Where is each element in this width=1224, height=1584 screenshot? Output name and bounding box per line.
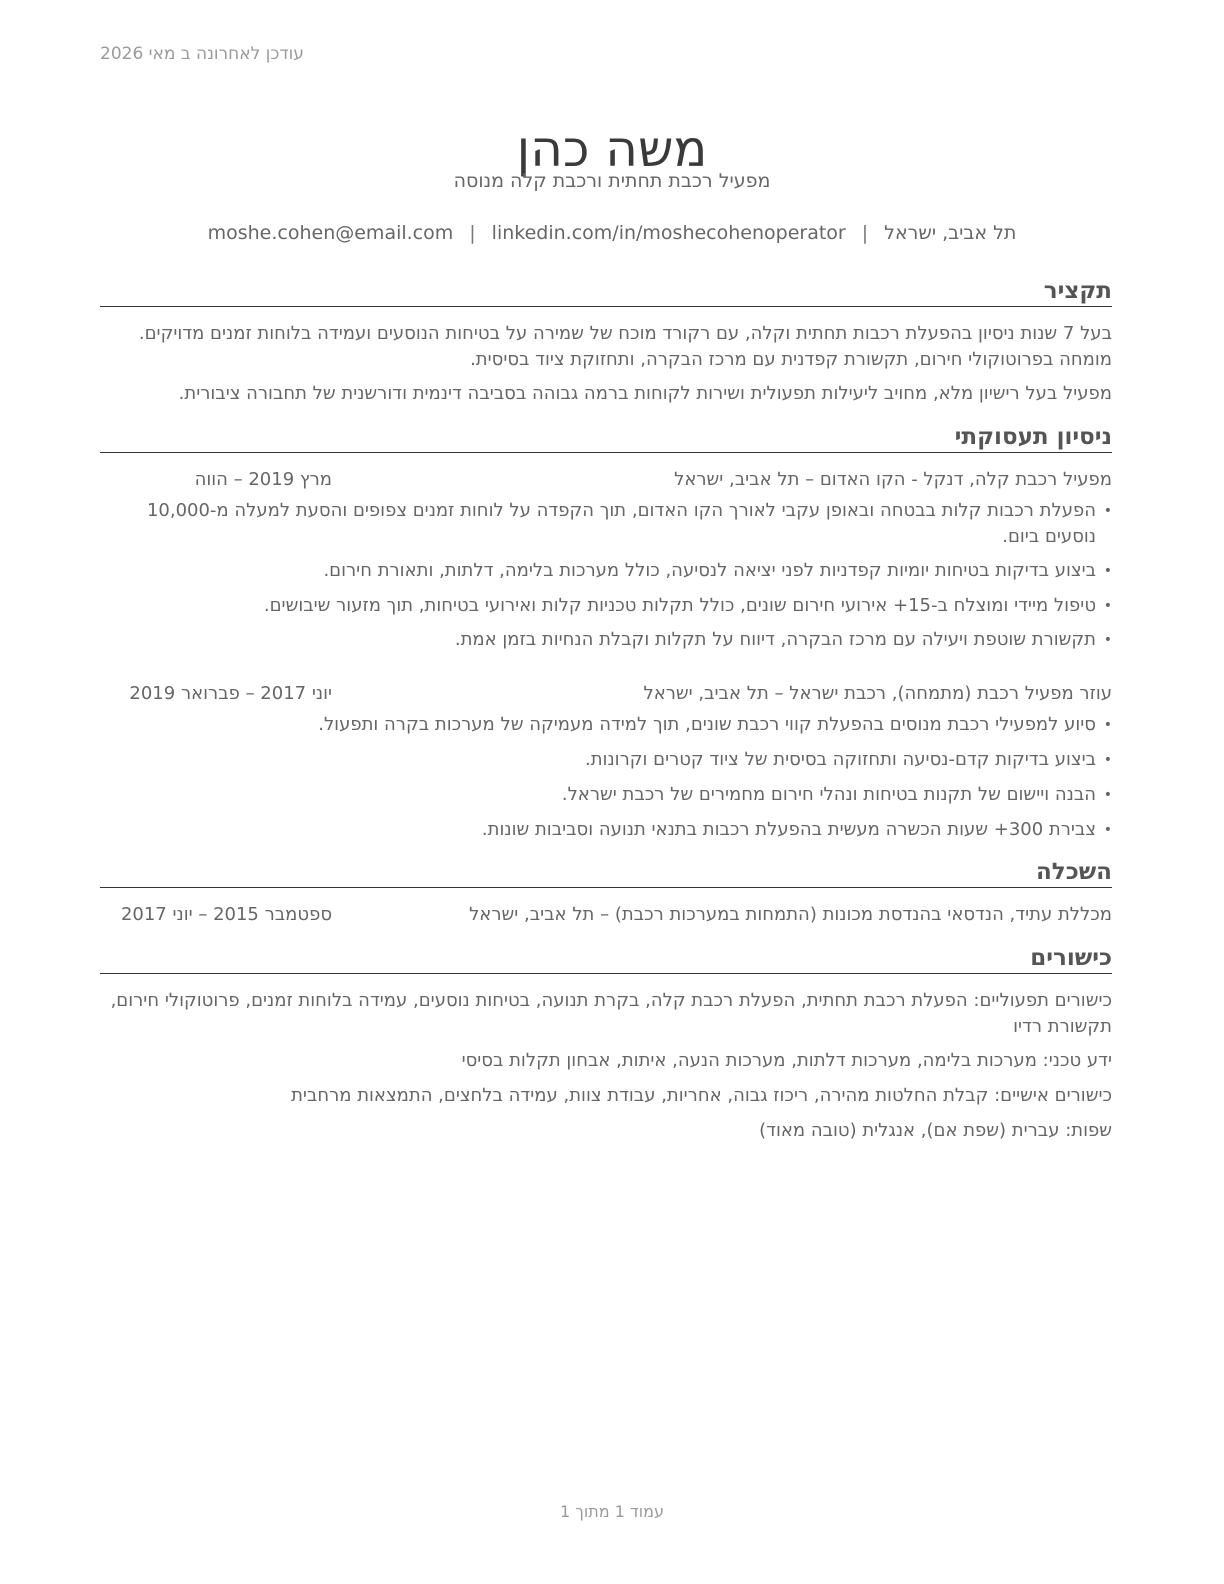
job-header [100,681,1112,707]
job-role: מפעיל רכבת קלה, דנקל - הקו האדום – תל אביב, ישראל [674,469,1112,490]
last-updated-note: עודכן לאחרונה ב מאי 2026 [100,44,304,64]
skills-line: שפות: עברית (שפת אם), אנגלית (טובה מאוד) [759,1120,1112,1141]
education-section [100,857,1112,928]
education-dates: ספטמבר 2015 – יוני 2017 [120,904,332,925]
job-bullet: • ביצוע בדיקות בטיחות יומיות קפדניות לפני יציאה לנסיעה, כולל מערכות בלימה, דלתות, ותאורת חירום. [100,558,1112,584]
job-dates: מרץ 2019 – הווה [194,469,332,490]
job-bullet: • תקשורת שוטפת ויעילה עם מרכז הבקרה, דיווח על תקלות וקבלת הנחיות בזמן אמת. [100,627,1112,653]
summary-paragraph: מפעיל בעל רישיון מלא, מחויב ליעילות תפעולית ושירות לקוחות ברמה גבוהה בסביבה דינמית ודורשנית של תחבורה ציבורית. [178,383,1112,404]
summary-title: תקציר [100,276,1112,307]
skills-line: ידע טכני: מערכות בלימה, מערכות דלתות, מערכות הנעה, איתות, אבחון תקלות בסיסי [461,1050,1112,1071]
education-entry [100,902,1112,928]
contact-email-link[interactable]: moshe.cohen@email.com [207,222,454,244]
skills-section [100,943,1112,1144]
education-title: השכלה [100,857,1112,888]
summary-section [100,276,1112,407]
job-entry [100,681,1112,843]
job-entry [100,467,1112,653]
skills-title: כישורים [100,943,1112,974]
job-bullets [100,498,1112,653]
job-bullet: • טיפול מיידי ומוצלח ב-15+ אירועי חירום שונים, כולל תקלות טכניות קלות ואירועי בטיחות, תוך מזעור שיבושים. [100,593,1112,619]
job-bullet: • הבנה ויישום של תקנות בטיחות ונהלי חירום מחמירים של רכבת ישראל. [100,782,1112,808]
summary-paragraph: בעל 7 שנות ניסיון בהפעלת רכבות תחתית וקלה, עם רקורד מוכח של שמירה על בטיחות הנוסעים ועמידה בלוחות זמנים מדויקים. מומחה בפרוטוקולי חירום, תקשורת קפדנית עם מרכז הבקרה, ותחזוקת ציוד בסיסית. [138,323,1112,370]
page-number: עמוד 1 מתוך 1 [560,1502,664,1521]
experience-section [100,422,1112,843]
job-bullet: • צבירת 300+ שעות הכשרה מעשית בהפעלת רכבות בתנאי תנועה וסביבות שונות. [100,817,1112,843]
job-bullet: • סיוע למפעילי רכבת מנוסים בהפעלת קווי רכבת שונים, תוך למידה מעמיקה של מערכות בקרה ותפעול. [100,712,1112,738]
job-bullet: • ביצוע בדיקות קדם-נסיעה ותחזוקה בסיסית של ציוד קטרים וקרונות. [100,747,1112,773]
contact-linkedin-link[interactable]: linkedin.com/in/moshecohenoperator [491,222,846,244]
education-school: מכללת עתיד, הנדסאי בהנדסת מכונות (התמחות במערכות רכבת) – תל אביב, ישראל [469,904,1112,925]
candidate-headline: מפעיל רכבת תחתית ורכבת קלה מנוסה [453,170,771,192]
job-bullet: • הפעלת רכבות קלות בבטחה ובאופן עקבי לאורך הקו האדום, תוך הקפדה על לוחות זמנים צפופים והסעת למעלה מ-10,000 נוסעים ביום. [100,498,1112,550]
contact-line [0,222,1224,244]
job-header [100,467,1112,493]
experience-title: ניסיון תעסוקתי [100,422,1112,453]
skills-line: כישורים תפעוליים: הפעלת רכבת תחתית, הפעלת רכבת קלה, בקרת תנועה, בטיחות נוסעים, עמידה בלוחות זמנים, פרוטוקולי חירום, תקשורת רדיו [110,990,1112,1037]
skills-line: כישורים אישיים: קבלת החלטות מהירה, ריכוז גבוה, אחריות, עבודת צוות, עמידה בלחצים, התמצאות מרחבית [291,1085,1112,1106]
job-role: עוזר מפעיל רכבת (מתמחה), רכבת ישראל – תל אביב, ישראל [643,683,1112,704]
contact-separator: | [861,222,869,244]
job-bullets [100,712,1112,843]
contact-location: תל אביב, ישראל [884,222,1017,244]
candidate-name: משה כהן [516,119,708,178]
job-dates: יוני 2017 – פברואר 2019 [129,683,332,704]
contact-separator: | [469,222,476,244]
